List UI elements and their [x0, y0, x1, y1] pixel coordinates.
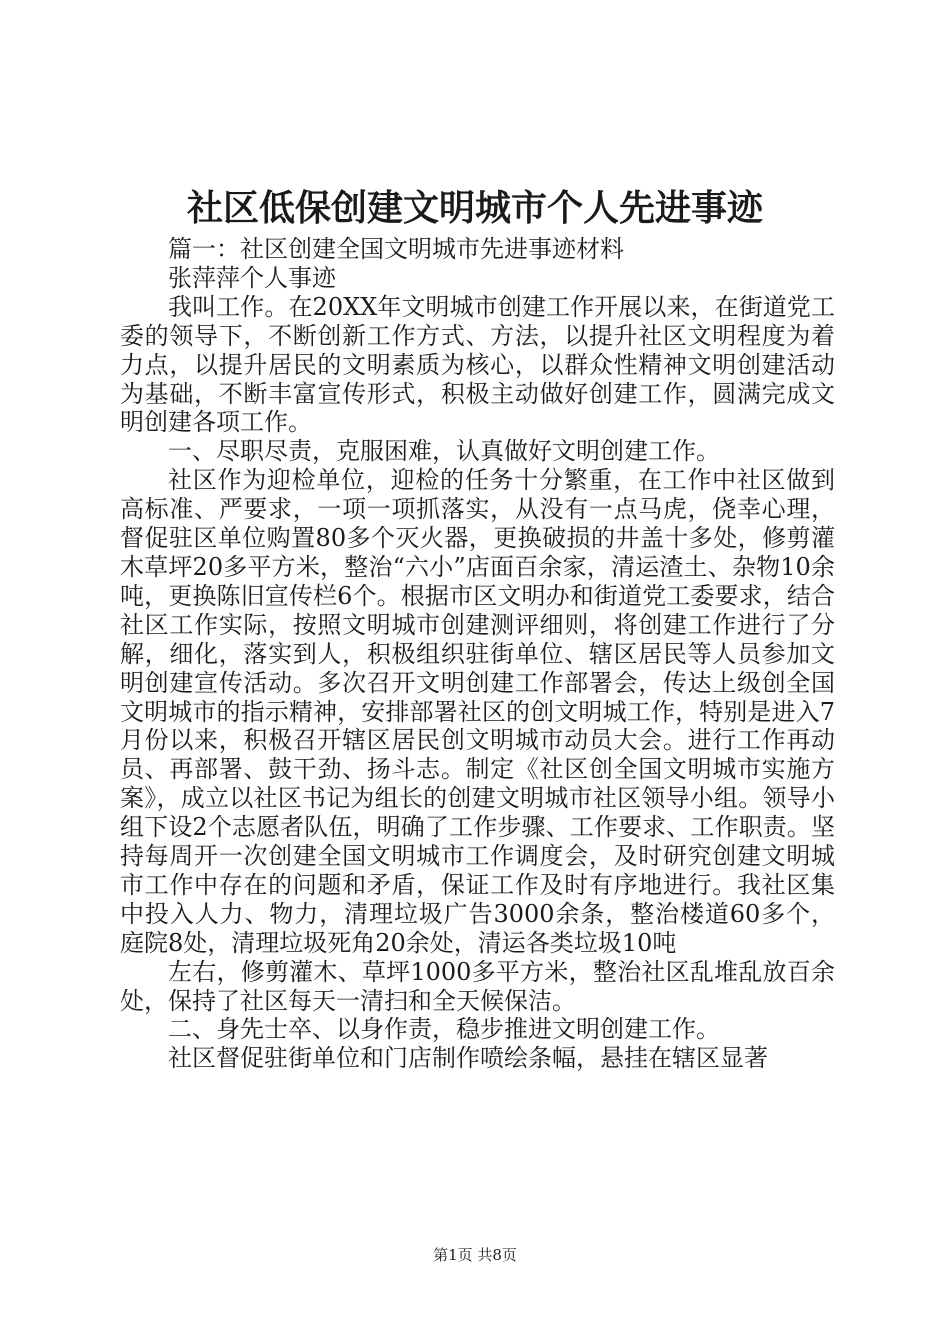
paragraph-section-heading: 篇一：社区创建全国文明城市先进事迹材料 — [168, 235, 624, 263]
paragraph-heading-two: 二、身先士卒、以身作责，稳步推进文明创建工作。 — [168, 1015, 720, 1044]
document-title: 社区低保创建文明城市个人先进事迹 — [186, 187, 763, 229]
paragraph-person-name: 张萍萍个人事迹 — [168, 263, 336, 292]
paragraph-last: 社区督促驻街单位和门店制作喷绘条幅，悬挂在辖区显著 — [168, 1044, 768, 1073]
page-number-footer: 第1页 共8页 — [433, 1246, 517, 1264]
document-body — [120, 235, 835, 1073]
paragraph-intro: 我叫工作。在20XX年文明城市创建工作开展以来，在街道党工委的领导下，不断创新工作方式、方法，以提升社区文明程度为着力点，以提升居民的文明素质为核心，以群众性精神文明创建活动为基础，不断丰富宣传形式，积极主动做好创建工作，圆满完成文明创建各项工作。 — [120, 292, 835, 437]
paragraph-heading-one: 一、尽职尽责，克服困难，认真做好文明创建工作。 — [168, 437, 720, 466]
paragraph-continuation: 左右，修剪灌木、草坪1000多平方米，整治社区乱堆乱放百余处，保持了社区每天一清扫和全天候保洁。 — [120, 957, 835, 1015]
paragraph-details: 社区作为迎检单位，迎检的任务十分繁重，在工作中社区做到高标准、严要求，一项一项抓落实，从没有一点马虎，侥幸心理，督促驻区单位购置80多个灭火器，更换破损的井盖十多处，修剪灌木草坪20多平方米，整治“六小”店面百余家，清运渣土、杂物10余吨，更换陈旧宣传栏6个。根据市区文明办和街道党工委要求，结合社区工作实际，按照文明城市创建测评细则，将创建工作进行了分解，细化，落实到人，积极组织驻街单位、辖区居民等人员参加文明创建宣传活动。多次召开文明创建工作部署会，传达上级创全国文明城市的指示精神，安排部署社区的创文明城工作，特别是进入7月份以来，积极召开辖区居民创文明城市动员大会。进行工作再动员、再部署、鼓干劲、扬斗志。制定《社区创全国文明城市实施方案》，成立以社区书记为组长的创建文明城市社区领导小组。领导小组下设2个志愿者队伍，明确了工作步骤、工作要求、工作职责。坚持每周开一次创建全国文明城市工作调度会，及时研究创建文明城市工作中存在的问题和矛盾，保证工作及时有序地进行。我社区集中投入人力、物力，清理垃圾广告3000余条，整治楼道60多个，庭院8处，清理垃圾死角20余处，清运各类垃圾10吨 — [120, 466, 835, 957]
